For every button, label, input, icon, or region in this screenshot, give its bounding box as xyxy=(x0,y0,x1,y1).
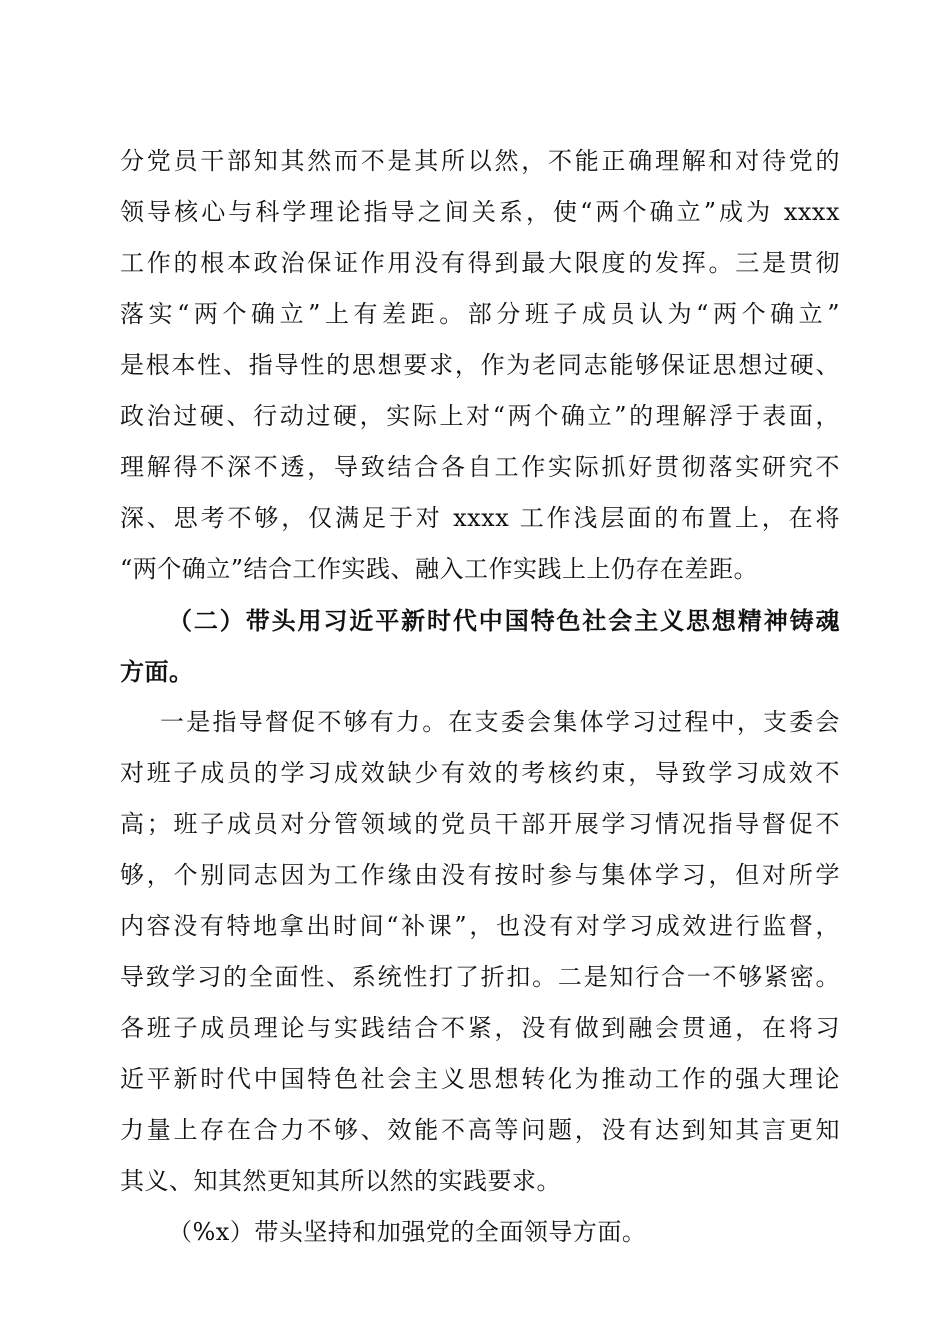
text-line: 高；班子成员对分管领域的党员干部开展学习情况指导督促不 xyxy=(120,810,840,838)
text-line: 政治过硬、行动过硬，实际上对“两个确立”的理解浮于表面， xyxy=(120,402,840,430)
paragraph-guidance-supervision xyxy=(120,697,840,1207)
text-line: 领导核心与科学理论指导之间关系，使“两个确立”成为 xxxx xyxy=(120,198,840,226)
section-heading-two xyxy=(120,595,840,697)
section-heading-line: （%x）带头坚持和加强党的全面领导方面。 xyxy=(168,1218,647,1246)
paragraph-two-establishments xyxy=(120,136,840,595)
text-line: 够，个别同志因为工作缘由没有按时参与集体学习，但对所学 xyxy=(120,861,840,889)
text-line: 落实“两个确立”上有差距。部分班子成员认为“两个确立” xyxy=(120,300,840,328)
section-heading-line: 方面。 xyxy=(120,657,194,686)
section-heading-line: （二）带头用习近平新时代中国特色社会主义思想精神铸魂 xyxy=(168,606,840,635)
text-line: 理解得不深不透，导致结合各自工作实际抓好贯彻落实研究不 xyxy=(120,453,840,481)
text-line: “两个确立”结合工作实践、融入工作实践上上仍存在差距。 xyxy=(120,555,759,583)
document-body xyxy=(120,136,840,1258)
text-line: 工作的根本政治保证作用没有得到最大限度的发挥。三是贯彻 xyxy=(120,249,840,277)
text-line: 深、思考不够，仅满足于对 xxxx 工作浅层面的布置上，在将 xyxy=(120,504,840,532)
text-line: 导致学习的全面性、系统性打了折扣。二是知行合一不够紧密。 xyxy=(120,963,840,991)
text-line: 一是指导督促不够有力。在支委会集体学习过程中，支委会 xyxy=(160,708,840,736)
text-line: 分党员干部知其然而不是其所以然，不能正确理解和对待党的 xyxy=(120,147,840,175)
text-line: 各班子成员理论与实践结合不紧，没有做到融会贯通，在将习 xyxy=(120,1014,840,1042)
text-line: 内容没有特地拿出时间“补课”，也没有对学习成效进行监督， xyxy=(120,912,840,940)
section-heading-three xyxy=(120,1207,840,1258)
text-line: 力量上存在合力不够、效能不高等问题，没有达到知其言更知 xyxy=(120,1116,840,1144)
text-line: 近平新时代中国特色社会主义思想转化为推动工作的强大理论 xyxy=(120,1065,840,1093)
text-line: 其义、知其然更知其所以然的实践要求。 xyxy=(120,1167,561,1195)
text-line: 是根本性、指导性的思想要求，作为老同志能够保证思想过硬、 xyxy=(120,351,840,379)
text-line: 对班子成员的学习成效缺少有效的考核约束，导致学习成效不 xyxy=(120,759,840,787)
